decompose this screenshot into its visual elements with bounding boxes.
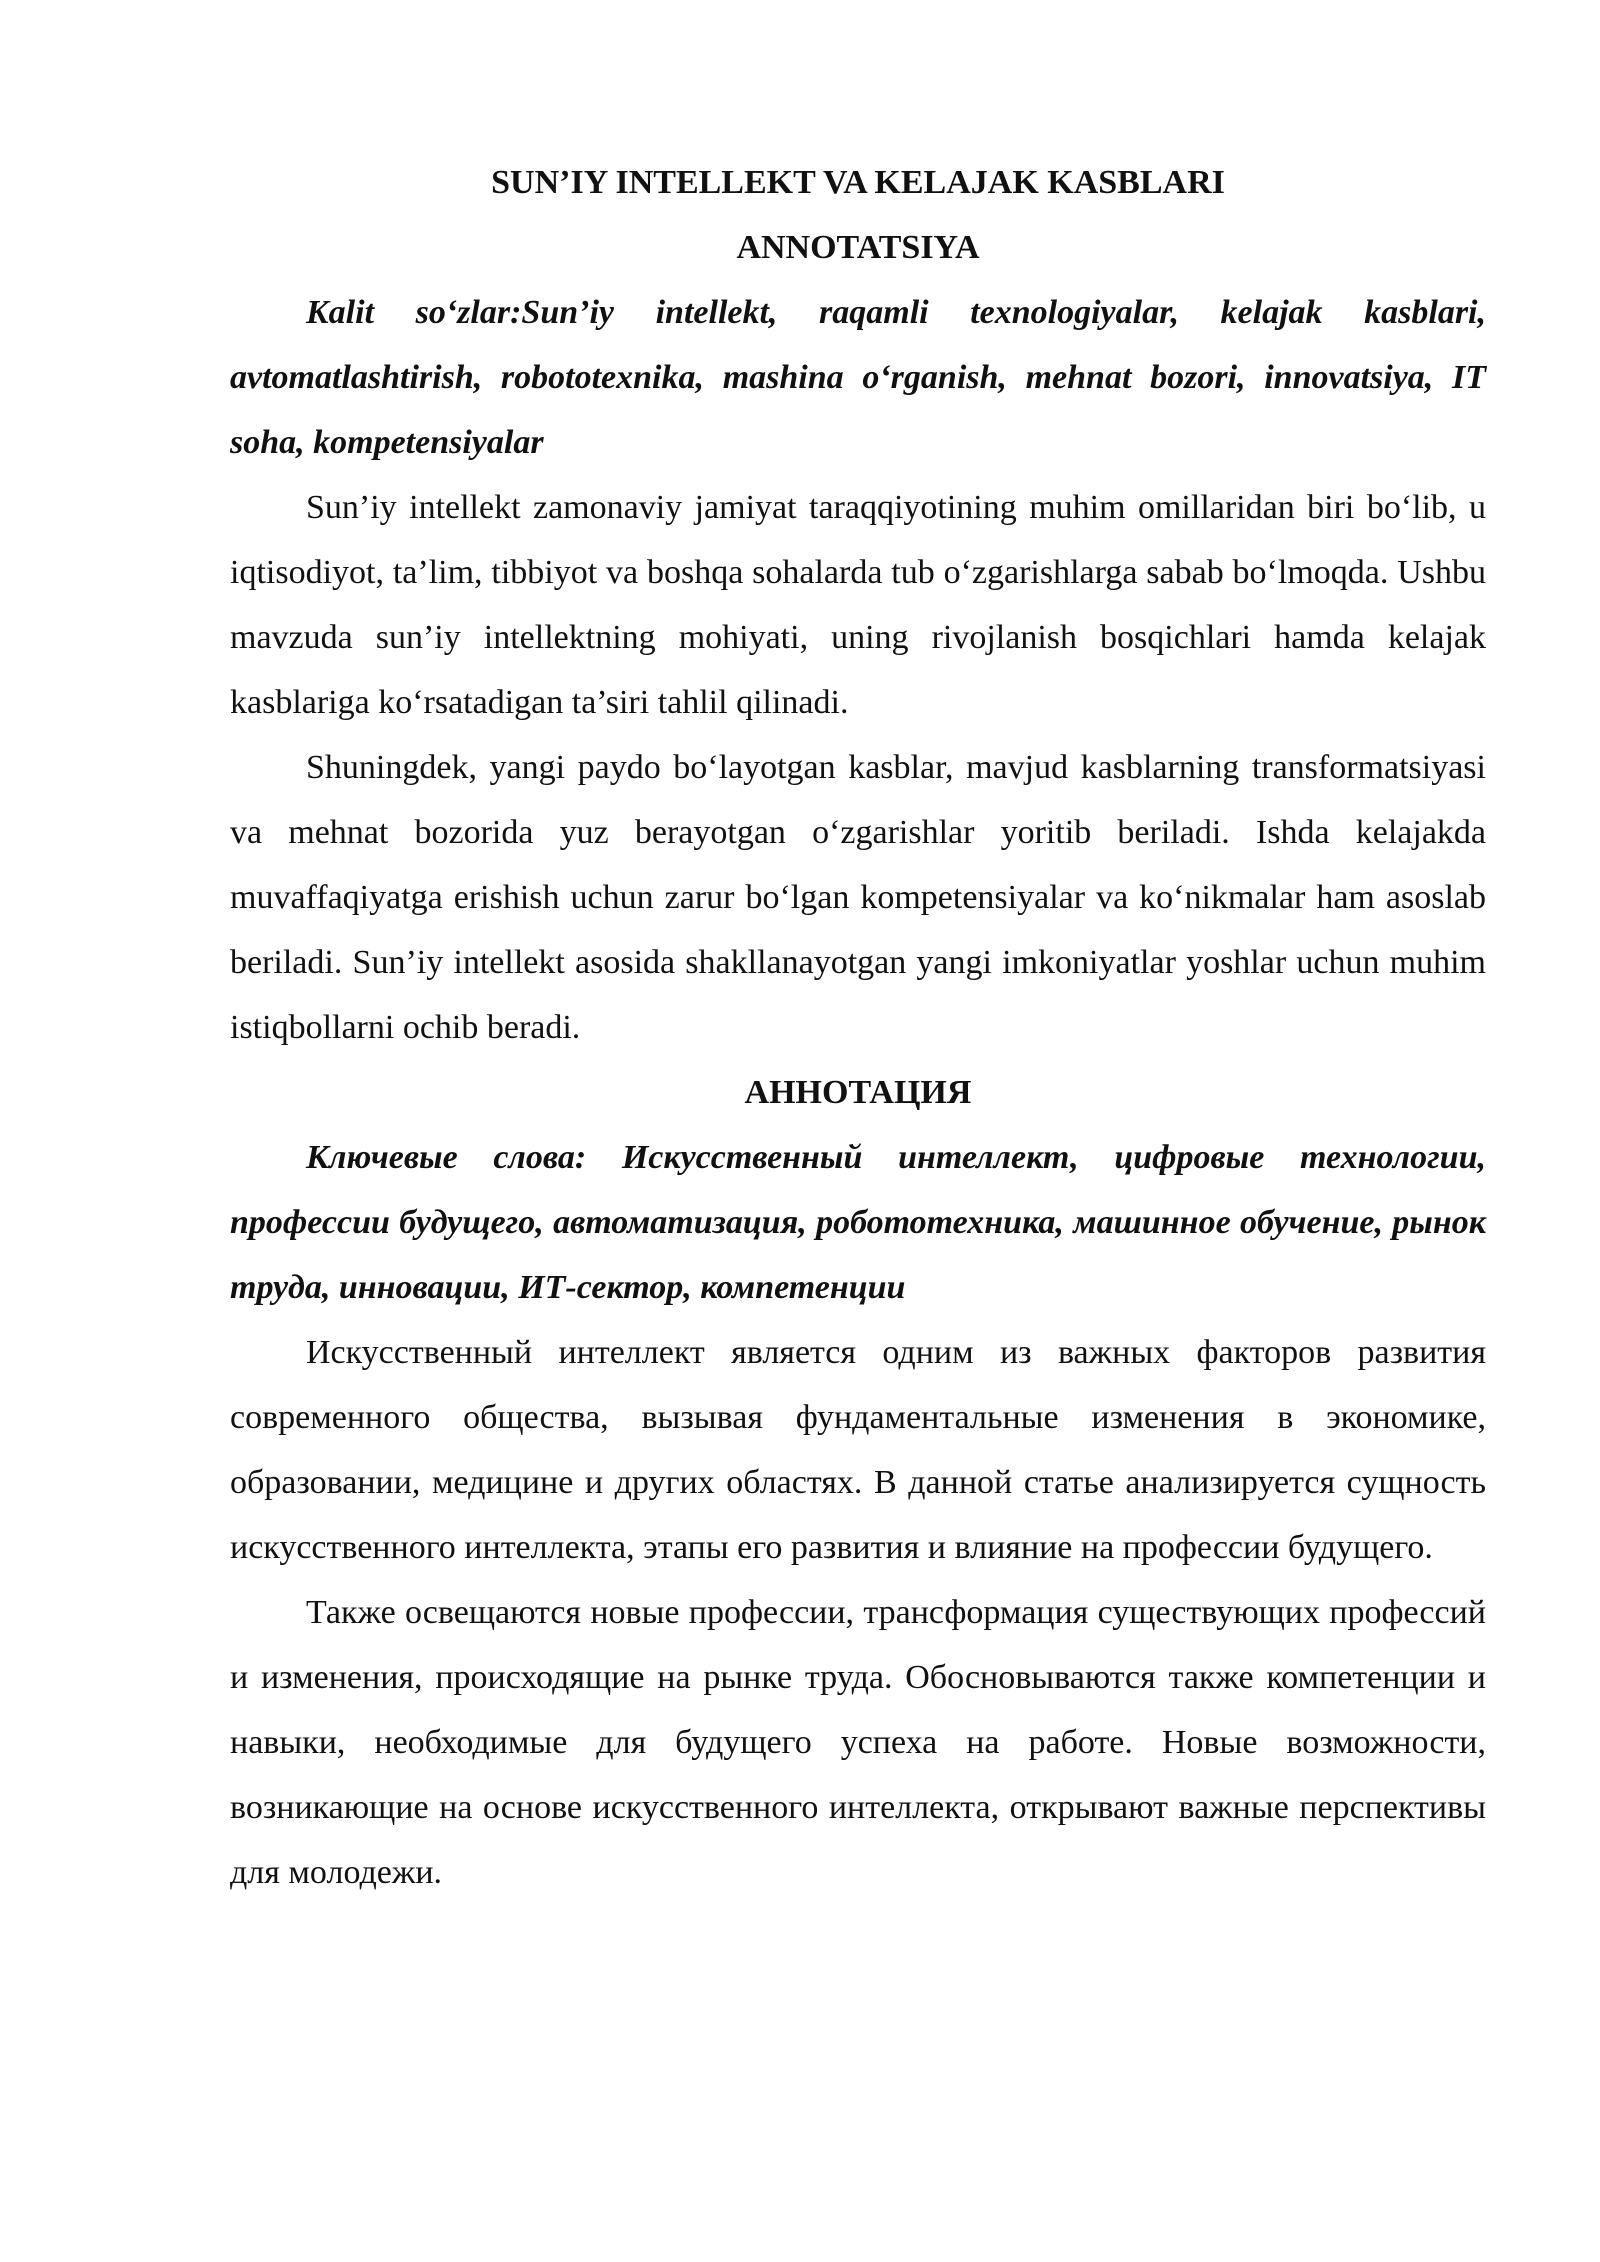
ru-paragraph-2: Также освещаются новые профессии, трансформация существующих профессий и изменения, происходящие на рынке труда. Обосновываются также компетенции и навыки, необходимые для будущего успеха на работе. Новые возможности, возникающие на основе искусственного интеллекта, открывают важные перспективы для молодежи. — [230, 1594, 1486, 1891]
ru-paragraph-1: Искусственный интеллект является одним из важных факторов развития современного общества, вызывая фундаментальные изменения в экономике, образовании, медицине и других областях. В данной статье анализируется сущность искусственного интеллекта, этапы его развития и влияние на профессии будущего. — [230, 1334, 1486, 1566]
ru-annotation-heading: АННОТАЦИЯ — [744, 1074, 972, 1111]
document-title: SUN’IY INTELLEKT VA KELAJAK KASBLARI — [491, 164, 1225, 201]
uz-annotation-heading: ANNOTATSIYA — [736, 229, 980, 266]
uz-keywords: Kalit so‘zlar:Sun’iy intellekt, raqamli texnologiyalar, kelajak kasblari, avtomatlashtirish, robototexnika, mashina o‘rganish, mehnat bozori, innovatsiya, IT soha, kompetensiyalar — [230, 294, 1486, 461]
ru-keywords: Ключевые слова: Искусственный интеллект, цифровые технологии, профессии будущего, автоматизация, робототехника, машинное обучение, рынок труда, инновации, ИТ-сектор, компетенции — [230, 1139, 1486, 1306]
uz-paragraph-1: Sun’iy intellekt zamonaviy jamiyat taraqqiyotining muhim omillaridan biri bo‘lib, u iqtisodiyot, ta’lim, tibbiyot va boshqa sohalarda tub o‘zgarishlarga sabab bo‘lmoqda. Ushbu mavzuda sun’iy intellektning mohiyati, uning rivojlanish bosqichlari hamda kelajak kasblariga ko‘rsatadigan ta’siri tahlil qilinadi. — [230, 489, 1486, 721]
uz-paragraph-2: Shuningdek, yangi paydo bo‘layotgan kasblar, mavjud kasblarning transformatsiyasi va mehnat bozorida yuz berayotgan o‘zgarishlar yoritib beriladi. Ishda kelajakda muvaffaqiyatga erishish uchun zarur bo‘lgan kompetensiyalar va ko‘nikmalar ham asoslab beriladi. Sun’iy intellekt asosida shakllanayotgan yangi imkoniyatlar yoshlar uchun muhim istiqbollarni ochib beradi. — [230, 749, 1486, 1046]
document-page — [230, 150, 1486, 1905]
